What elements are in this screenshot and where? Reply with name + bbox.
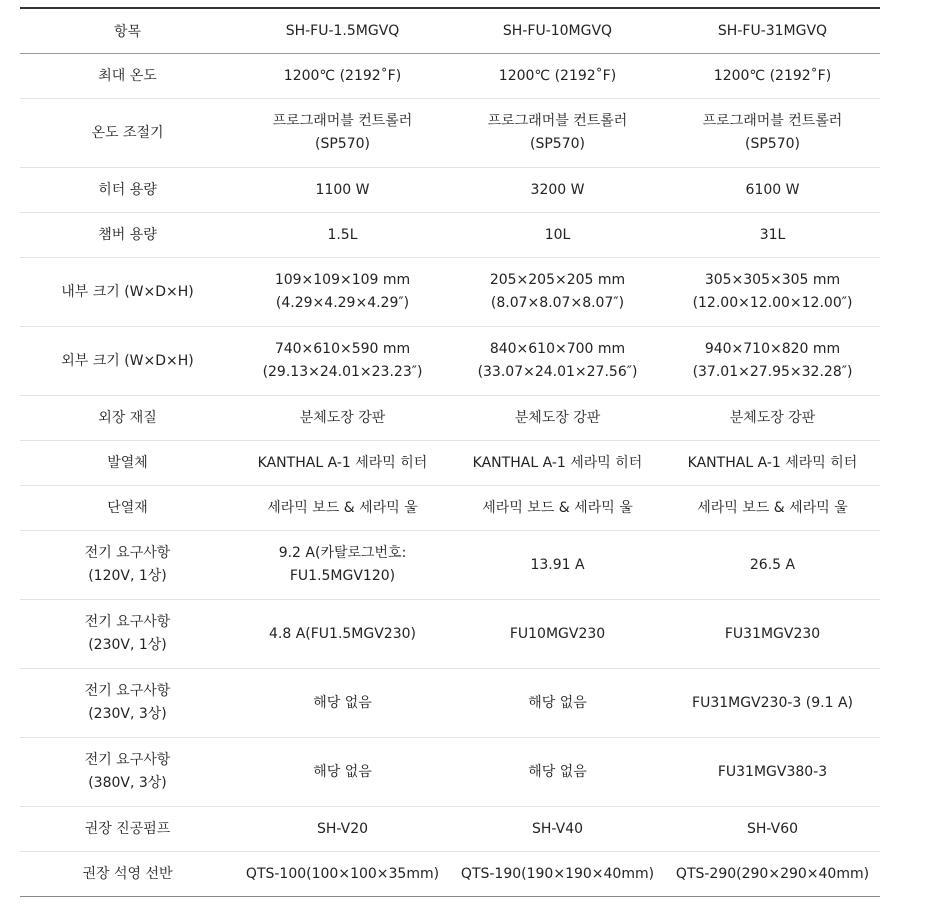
- cell-line: 26.5 A: [749, 556, 796, 573]
- cell-line: 1200℃ (2192˚F): [283, 67, 402, 84]
- cell-model-2: [450, 486, 665, 531]
- row-label-line: 권장 석영 선반: [82, 865, 173, 882]
- cell-line: QTS-290(290×290×40mm): [675, 865, 870, 882]
- cell-model-2: [450, 396, 665, 441]
- row-label-line: (120V, 1상): [88, 568, 167, 584]
- cell-line: 109×109×109 mm: [274, 272, 411, 288]
- cell-line: 분체도장 강판: [729, 409, 816, 426]
- cell-line: 1200℃ (2192˚F): [713, 67, 832, 84]
- table-row: [20, 807, 880, 852]
- cell-line: (33.07×24.01×27.56″): [477, 364, 638, 380]
- cell-line: KANTHAL A-1 세라믹 히터: [257, 454, 428, 471]
- header-model-2: SH-FU-10MGVQ: [502, 23, 613, 39]
- row-label-line: 전기 요구사항: [84, 614, 171, 630]
- row-label: [20, 258, 235, 327]
- cell-line: KANTHAL A-1 세라믹 히터: [687, 454, 858, 471]
- cell-model-2: [450, 54, 665, 99]
- row-label-line: 챔버 용량: [98, 226, 157, 243]
- cell-model-1: [235, 99, 450, 168]
- cell-model-2: [450, 669, 665, 738]
- header-item-label: 항목: [113, 24, 142, 40]
- cell-model-1: [235, 396, 450, 441]
- cell-model-1: [235, 258, 450, 327]
- row-label-line: (230V, 1상): [88, 637, 167, 653]
- cell-model-1: [235, 54, 450, 99]
- cell-model-1: [235, 531, 450, 600]
- table-row: [20, 99, 880, 168]
- cell-line: QTS-190(190×190×40mm): [460, 865, 655, 882]
- cell-line: 6100 W: [745, 181, 800, 198]
- row-label: [20, 669, 235, 738]
- table-row: [20, 168, 880, 213]
- row-label-line: 발열체: [107, 454, 148, 471]
- row-label-line: 내부 크기 (W×D×H): [61, 283, 194, 300]
- cell-model-1: [235, 168, 450, 213]
- cell-line: FU31MGV230: [724, 625, 821, 642]
- header-model-3: SH-FU-31MGVQ: [717, 23, 828, 39]
- table-row: [20, 213, 880, 258]
- row-label: [20, 213, 235, 258]
- row-label: [20, 852, 235, 897]
- cell-line: FU31MGV380-3: [717, 763, 828, 780]
- row-label: [20, 396, 235, 441]
- row-label-line: 외부 크기 (W×D×H): [61, 352, 194, 369]
- cell-model-3: [665, 441, 880, 486]
- cell-line: (8.07×8.07×8.07″): [490, 295, 625, 311]
- cell-model-3: [665, 852, 880, 897]
- cell-line: 3200 W: [530, 181, 585, 198]
- cell-line: FU1.5MGV120): [289, 568, 396, 584]
- cell-line: 세라믹 보드 & 세라믹 울: [482, 499, 633, 516]
- cell-line: 해당 없음: [313, 694, 372, 711]
- row-label-line: 단열재: [107, 499, 148, 516]
- row-label-line: (380V, 3상): [88, 775, 167, 791]
- cell-line: FU31MGV230-3 (9.1 A): [692, 694, 853, 711]
- cell-line: 해당 없음: [528, 763, 587, 780]
- cell-model-1: [235, 852, 450, 897]
- cell-model-2: [450, 807, 665, 852]
- row-label-line: 전기 요구사항: [84, 752, 171, 768]
- cell-line: SH-V20: [316, 820, 369, 837]
- cell-model-2: [450, 258, 665, 327]
- cell-line: 9.2 A(카탈로그번호:: [278, 545, 407, 561]
- spec-table: [20, 7, 880, 897]
- cell-model-1: [235, 600, 450, 669]
- cell-model-3: [665, 396, 880, 441]
- row-label-line: 전기 요구사항: [84, 683, 171, 699]
- cell-model-3: [665, 99, 880, 168]
- table-row: [20, 258, 880, 327]
- cell-model-1: [235, 738, 450, 807]
- cell-line: 1100 W: [315, 181, 370, 198]
- cell-model-3: [665, 213, 880, 258]
- cell-line: 31L: [759, 226, 786, 243]
- table-row: [20, 531, 880, 600]
- cell-line: 13.91 A: [530, 556, 585, 573]
- table-header: [20, 8, 880, 54]
- row-label-line: 전기 요구사항: [84, 545, 171, 561]
- cell-model-1: [235, 441, 450, 486]
- header-model-1: SH-FU-1.5MGVQ: [285, 23, 400, 39]
- table-row: [20, 738, 880, 807]
- row-label-line: 히터 용량: [98, 181, 157, 198]
- cell-model-2: [450, 213, 665, 258]
- table-body: [20, 54, 880, 897]
- cell-line: (SP570): [745, 136, 800, 152]
- cell-line: 1.5L: [327, 226, 358, 243]
- table-row: [20, 327, 880, 396]
- row-label: [20, 807, 235, 852]
- row-label: [20, 738, 235, 807]
- cell-model-3: [665, 738, 880, 807]
- cell-line: (37.01×27.95×32.28″): [692, 364, 853, 380]
- row-label-line: (230V, 3상): [88, 706, 167, 722]
- cell-model-2: [450, 168, 665, 213]
- cell-line: KANTHAL A-1 세라믹 히터: [472, 454, 643, 471]
- row-label-line: 온도 조절기: [91, 124, 164, 141]
- cell-line: 프로그래머블 컨트롤러: [272, 113, 413, 129]
- cell-model-2: [450, 600, 665, 669]
- cell-line: FU10MGV230: [509, 625, 606, 642]
- cell-model-3: [665, 807, 880, 852]
- cell-line: 해당 없음: [528, 694, 587, 711]
- cell-model-2: [450, 852, 665, 897]
- cell-line: 1200℃ (2192˚F): [498, 67, 617, 84]
- row-label: [20, 486, 235, 531]
- cell-line: SH-V60: [746, 820, 799, 837]
- cell-line: SH-V40: [531, 820, 584, 837]
- table-row: [20, 396, 880, 441]
- cell-model-3: [665, 669, 880, 738]
- table-row: [20, 600, 880, 669]
- row-label: [20, 531, 235, 600]
- cell-model-3: [665, 327, 880, 396]
- cell-model-3: [665, 168, 880, 213]
- cell-model-2: [450, 99, 665, 168]
- cell-line: (29.13×24.01×23.23″): [262, 364, 423, 380]
- cell-model-2: [450, 531, 665, 600]
- table-row: [20, 54, 880, 99]
- cell-line: QTS-100(100×100×35mm): [245, 865, 440, 882]
- cell-model-1: [235, 213, 450, 258]
- row-label: [20, 600, 235, 669]
- cell-model-1: [235, 807, 450, 852]
- row-label: [20, 168, 235, 213]
- cell-line: (SP570): [315, 136, 370, 152]
- cell-model-1: [235, 327, 450, 396]
- cell-line: 세라믹 보드 & 세라믹 울: [267, 499, 418, 516]
- cell-model-3: [665, 531, 880, 600]
- cell-line: 840×610×700 mm: [489, 341, 626, 357]
- cell-model-3: [665, 258, 880, 327]
- cell-line: 분체도장 강판: [299, 409, 386, 426]
- cell-model-1: [235, 669, 450, 738]
- row-label-line: 외장 재질: [98, 409, 157, 426]
- cell-model-2: [450, 738, 665, 807]
- cell-line: 해당 없음: [313, 763, 372, 780]
- row-label-line: 최대 온도: [98, 67, 157, 84]
- row-label: [20, 441, 235, 486]
- cell-line: 프로그래머블 컨트롤러: [702, 113, 843, 129]
- cell-line: 205×205×205 mm: [489, 272, 626, 288]
- row-label: [20, 54, 235, 99]
- cell-model-2: [450, 327, 665, 396]
- cell-line: 940×710×820 mm: [704, 341, 841, 357]
- row-label-line: 권장 진공펌프: [84, 820, 171, 837]
- cell-line: 4.8 A(FU1.5MGV230): [268, 625, 416, 642]
- table-row: [20, 441, 880, 486]
- cell-line: 세라믹 보드 & 세라믹 울: [697, 499, 848, 516]
- row-label: [20, 99, 235, 168]
- cell-line: (SP570): [530, 136, 585, 152]
- cell-model-1: [235, 486, 450, 531]
- cell-line: 10L: [544, 226, 571, 243]
- cell-line: (12.00×12.00×12.00″): [692, 295, 853, 311]
- row-label: [20, 327, 235, 396]
- cell-line: 프로그래머블 컨트롤러: [487, 113, 628, 129]
- table-row: [20, 486, 880, 531]
- table-row: [20, 669, 880, 738]
- cell-line: (4.29×4.29×4.29″): [275, 295, 410, 311]
- cell-line: 분체도장 강판: [514, 409, 601, 426]
- cell-model-3: [665, 600, 880, 669]
- table-row: [20, 852, 880, 897]
- cell-model-3: [665, 54, 880, 99]
- header-row: [20, 8, 880, 54]
- cell-line: 740×610×590 mm: [274, 341, 411, 357]
- cell-model-2: [450, 441, 665, 486]
- cell-line: 305×305×305 mm: [704, 272, 841, 288]
- cell-model-3: [665, 486, 880, 531]
